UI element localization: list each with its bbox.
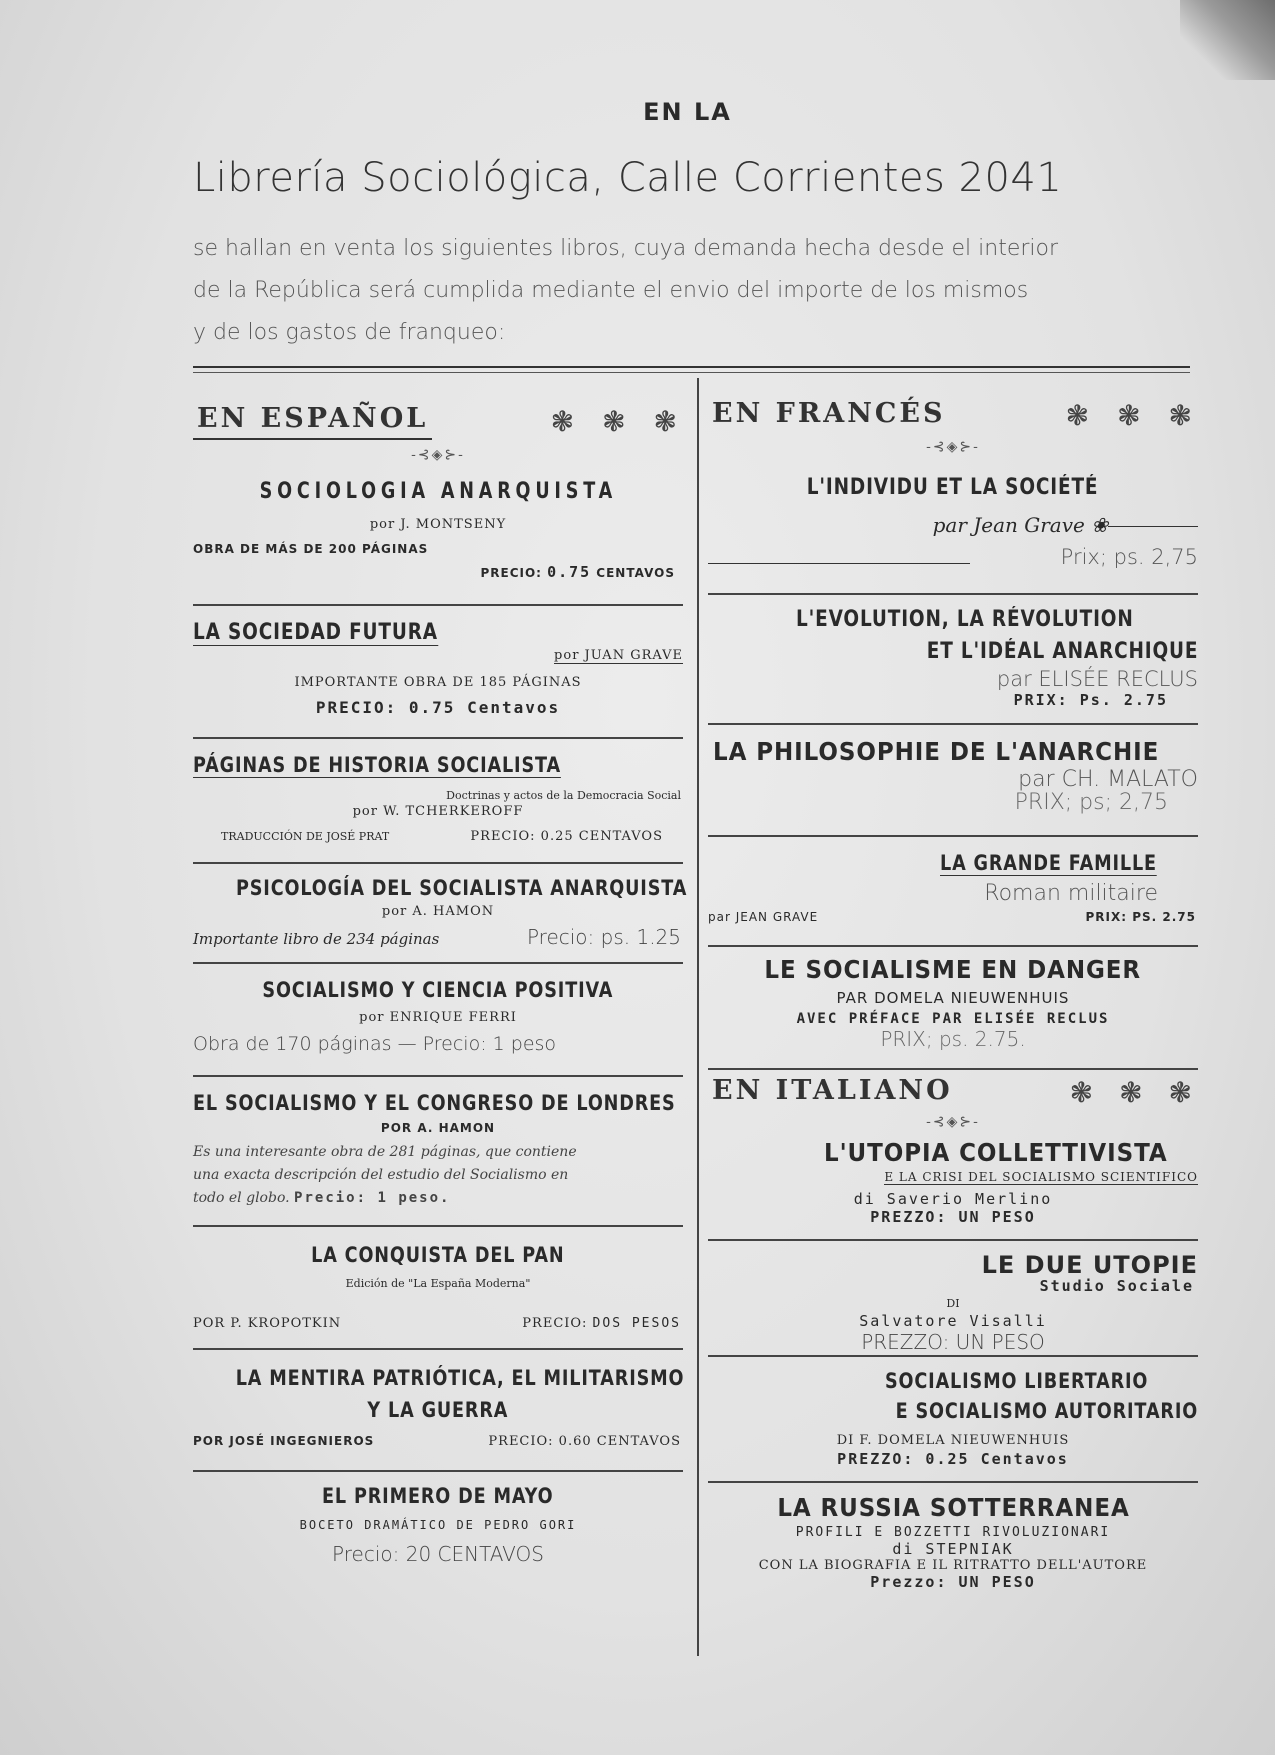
book-author: par CH. MALATO — [1018, 767, 1198, 792]
spanish-column — [193, 395, 688, 1592]
italian-section-header — [708, 1070, 1198, 1114]
book-note: Obra de 170 páginas — Precio: 1 peso — [193, 1033, 557, 1055]
star-icon: ❃ — [1065, 398, 1090, 432]
book-price: PRECIO: 0.25 CENTAVOS — [470, 829, 663, 844]
rule-line — [1108, 526, 1198, 527]
book-title: LA CONQUISTA DEL PAN — [311, 1243, 565, 1267]
book-price: PRIX: Ps. 2.75 — [1013, 691, 1168, 709]
book-preface: AVEC PRÉFACE PAR ELISÉE RECLUS — [796, 1011, 1110, 1027]
book-author: POR JOSÉ INGEGNIEROS — [193, 1434, 375, 1448]
book-entry — [193, 1472, 683, 1592]
book-title — [708, 595, 1198, 669]
section-title: EN ITALIANO — [712, 1074, 953, 1106]
book-author: par JEAN GRAVE — [708, 910, 819, 924]
intro-paragraph — [193, 228, 1193, 354]
book-title: L'UTOPIA COLLETTIVISTA — [824, 1138, 1169, 1167]
divider-ornament: -⊰◈⊱- — [411, 447, 465, 463]
star-icon: ❃ — [1168, 398, 1192, 432]
star-icon: ❃ — [1117, 398, 1141, 432]
stars-ornament — [551, 405, 683, 438]
book-price: Precio: 20 CENTAVOS — [332, 1542, 544, 1566]
book-entry — [708, 947, 1198, 1070]
spanish-section-header — [193, 395, 683, 447]
book-title — [193, 1350, 683, 1428]
book-title: LE SOCIALISME EN DANGER — [764, 955, 1142, 984]
title-line: E SOCIALISMO AUTORITARIO — [895, 1399, 1198, 1423]
book-subtitle: BOCETO DRAMÁTICO DE PEDRO GORI — [299, 1518, 577, 1532]
book-subtitle: Studio Sociale — [1039, 1277, 1194, 1295]
description-line: todo el globo. — [193, 1190, 290, 1206]
book-entry — [193, 471, 683, 606]
book-author: por A. HAMON — [381, 904, 495, 919]
price-value: DOS PESOS — [592, 1316, 681, 1331]
book-title: SOCIALISMO Y CIENCIA POSITIVA — [262, 978, 614, 1002]
book-entry — [708, 1136, 1198, 1241]
book-author: par ELISÉE RECLUS — [996, 667, 1198, 691]
book-title: SOCIOLOGIA ANARQUISTA — [259, 479, 617, 504]
book-price: Precio: 1 peso. — [294, 1190, 451, 1206]
book-title: PÁGINAS DE HISTORIA SOCIALISTA — [193, 753, 561, 777]
price-label: PRECIO: — [522, 1316, 588, 1331]
price-unit: CENTAVOS — [596, 566, 675, 580]
book-author: por J. MONTSENY — [369, 517, 507, 532]
book-author: PAR DOMELA NIEUWENHUIS — [836, 989, 1070, 1007]
title-line: L'EVOLUTION, LA RÉVOLUTION — [796, 607, 1134, 632]
title-line: LA MENTIRA PATRIÓTICA, EL MILITARISMO — [235, 1366, 685, 1390]
page-corner-shadow — [1180, 0, 1275, 80]
french-italian-column — [708, 395, 1198, 1603]
book-title — [708, 1357, 1198, 1427]
book-subtitle: Roman militaire — [984, 881, 1158, 906]
book-entry — [708, 1483, 1198, 1603]
book-author: por JUAN GRAVE — [554, 648, 683, 663]
book-note: Importante libro de 234 páginas — [193, 930, 440, 948]
intro-line: de la República será cumplida mediante el envio del importe de los mismos — [193, 278, 1029, 303]
star-icon: ❃ — [1168, 1075, 1192, 1109]
header-rule — [193, 372, 1190, 373]
book-price: PREZZO: 0.25 Centavos — [837, 1450, 1069, 1468]
star-icon: ❃ — [653, 404, 677, 438]
stars-ornament — [1066, 399, 1198, 432]
book-entry — [193, 1350, 683, 1472]
book-entry — [193, 1227, 683, 1350]
intro-line: se hallan en venta los siguientes libros, cuya demanda hecha desde el interior — [193, 236, 1059, 261]
bookstore-title: Librería Sociológica, Calle Corrientes 2041 — [193, 155, 1063, 201]
title-line: ET L'IDÉAL ANARCHIQUE — [926, 639, 1198, 664]
book-title: LA RUSSIA SOTTERRANEA — [776, 1493, 1130, 1522]
star-icon: ❃ — [1119, 1075, 1143, 1109]
book-author: par Jean Grave — [932, 513, 1085, 537]
book-title: LA GRANDE FAMILLE — [939, 851, 1157, 875]
book-edition: Edición de "La España Moderna" — [345, 1277, 531, 1290]
book-price: PRIX; ps. 2.75. — [880, 1027, 1026, 1051]
description-line: Es una interesante obra de 281 páginas, que contiene — [193, 1144, 577, 1160]
star-icon: ❃ — [602, 404, 626, 438]
book-price: Prezzo: UN PESO — [870, 1573, 1036, 1591]
book-entry — [193, 964, 683, 1077]
book-title: EL SOCIALISMO Y EL CONGRESO DE LONDRES — [193, 1091, 676, 1115]
book-author: Salvatore Visalli — [859, 1312, 1047, 1330]
book-author: por ENRIQUE FERRI — [359, 1010, 517, 1025]
book-title: EL PRIMERO DE MAYO — [322, 1484, 554, 1508]
book-price: PRECIO: 0.60 CENTAVOS — [488, 1434, 681, 1449]
book-title: PSICOLOGÍA DEL SOCIALISTA ANARQUISTA — [235, 876, 688, 900]
book-title: LE DUE UTOPIE — [981, 1251, 1198, 1279]
star-icon: ❃ — [550, 404, 575, 438]
book-subtitle: E LA CRISI DEL SOCIALISMO SCIENTIFICO — [884, 1170, 1198, 1184]
book-note: IMPORTANTE OBRA DE 185 PÁGINAS — [294, 675, 582, 690]
star-icon: ❃ — [1069, 1075, 1094, 1109]
book-note: OBRA DE MÁS DE 200 PÁGINAS — [193, 542, 429, 556]
book-price: PRIX: PS. 2.75 — [1085, 910, 1196, 924]
book-title: L'INDIVIDU ET LA SOCIÉTÉ — [807, 475, 1099, 500]
book-entry — [193, 739, 683, 864]
book-price: PREZZO: UN PESO — [870, 1208, 1036, 1226]
book-subtitle: PROFILI E BOZZETTI RIVOLUZIONARI — [795, 1525, 1111, 1540]
book-subtitle: Doctrinas y actos de la Democracia Social — [446, 789, 681, 802]
book-title: LA SOCIEDAD FUTURA — [193, 620, 438, 645]
book-author: POR A. HAMON — [380, 1121, 496, 1135]
book-entry — [708, 837, 1198, 947]
book-entry — [708, 467, 1198, 595]
title-line: SOCIALISMO LIBERTARIO — [884, 1369, 1148, 1393]
book-title: LA PHILOSOPHIE DE L'ANARCHIE — [712, 737, 1160, 766]
book-entry — [193, 864, 688, 964]
intro-line: y de los gastos de franqueo: — [193, 320, 506, 345]
book-entry — [708, 595, 1198, 725]
section-title: EN ESPAÑOL — [193, 403, 432, 440]
book-author: POR P. KROPOTKIN — [193, 1316, 342, 1331]
book-price: Prix; ps. 2,75 — [1060, 545, 1198, 569]
flower-icon: ❀ — [1091, 513, 1108, 537]
book-note: CON LA BIOGRAFIA E IL RITRATTO DELL'AUTORE — [758, 1558, 1148, 1573]
book-price: PREZZO: UN PESO — [861, 1330, 1045, 1354]
book-description — [193, 1141, 683, 1210]
french-section-header — [708, 395, 1198, 435]
book-entry — [708, 1241, 1198, 1357]
book-author: di Saverio Merlino — [853, 1190, 1053, 1208]
book-price: Precio: ps. 1.25 — [526, 925, 681, 949]
price-value: 0.75 — [547, 563, 592, 581]
book-price: PRIX; ps; 2,75 — [1014, 790, 1168, 815]
rule-line — [708, 563, 970, 564]
section-title: EN FRANCÉS — [712, 397, 946, 429]
book-author: DI F. DOMELA NIEUWENHUIS — [836, 1433, 1070, 1448]
book-translation: TRADUCCIÓN DE JOSÉ PRAT — [221, 830, 390, 843]
stars-ornament — [1070, 1076, 1198, 1109]
book-entry — [708, 725, 1198, 837]
book-author: di STEPNIAK — [892, 1540, 1014, 1558]
title-line: Y LA GUERRA — [367, 1398, 509, 1422]
divider-ornament: -⊰◈⊱- — [926, 1114, 980, 1130]
book-di: DI — [946, 1297, 960, 1310]
divider-ornament: -⊰◈⊱- — [926, 439, 980, 455]
book-entry — [193, 606, 683, 739]
header-top-text: EN LA — [643, 98, 732, 126]
book-author: por W. TCHERKEROFF — [352, 804, 524, 819]
column-divider — [697, 378, 699, 1656]
description-line: una exacta descripción del estudio del Socialismo en — [193, 1167, 569, 1183]
book-price: PRECIO: 0.75 Centavos — [315, 698, 561, 717]
book-entry — [193, 1077, 683, 1227]
header-rule — [193, 366, 1190, 368]
price-label: PRECIO: — [480, 566, 542, 580]
book-entry — [708, 1357, 1198, 1483]
